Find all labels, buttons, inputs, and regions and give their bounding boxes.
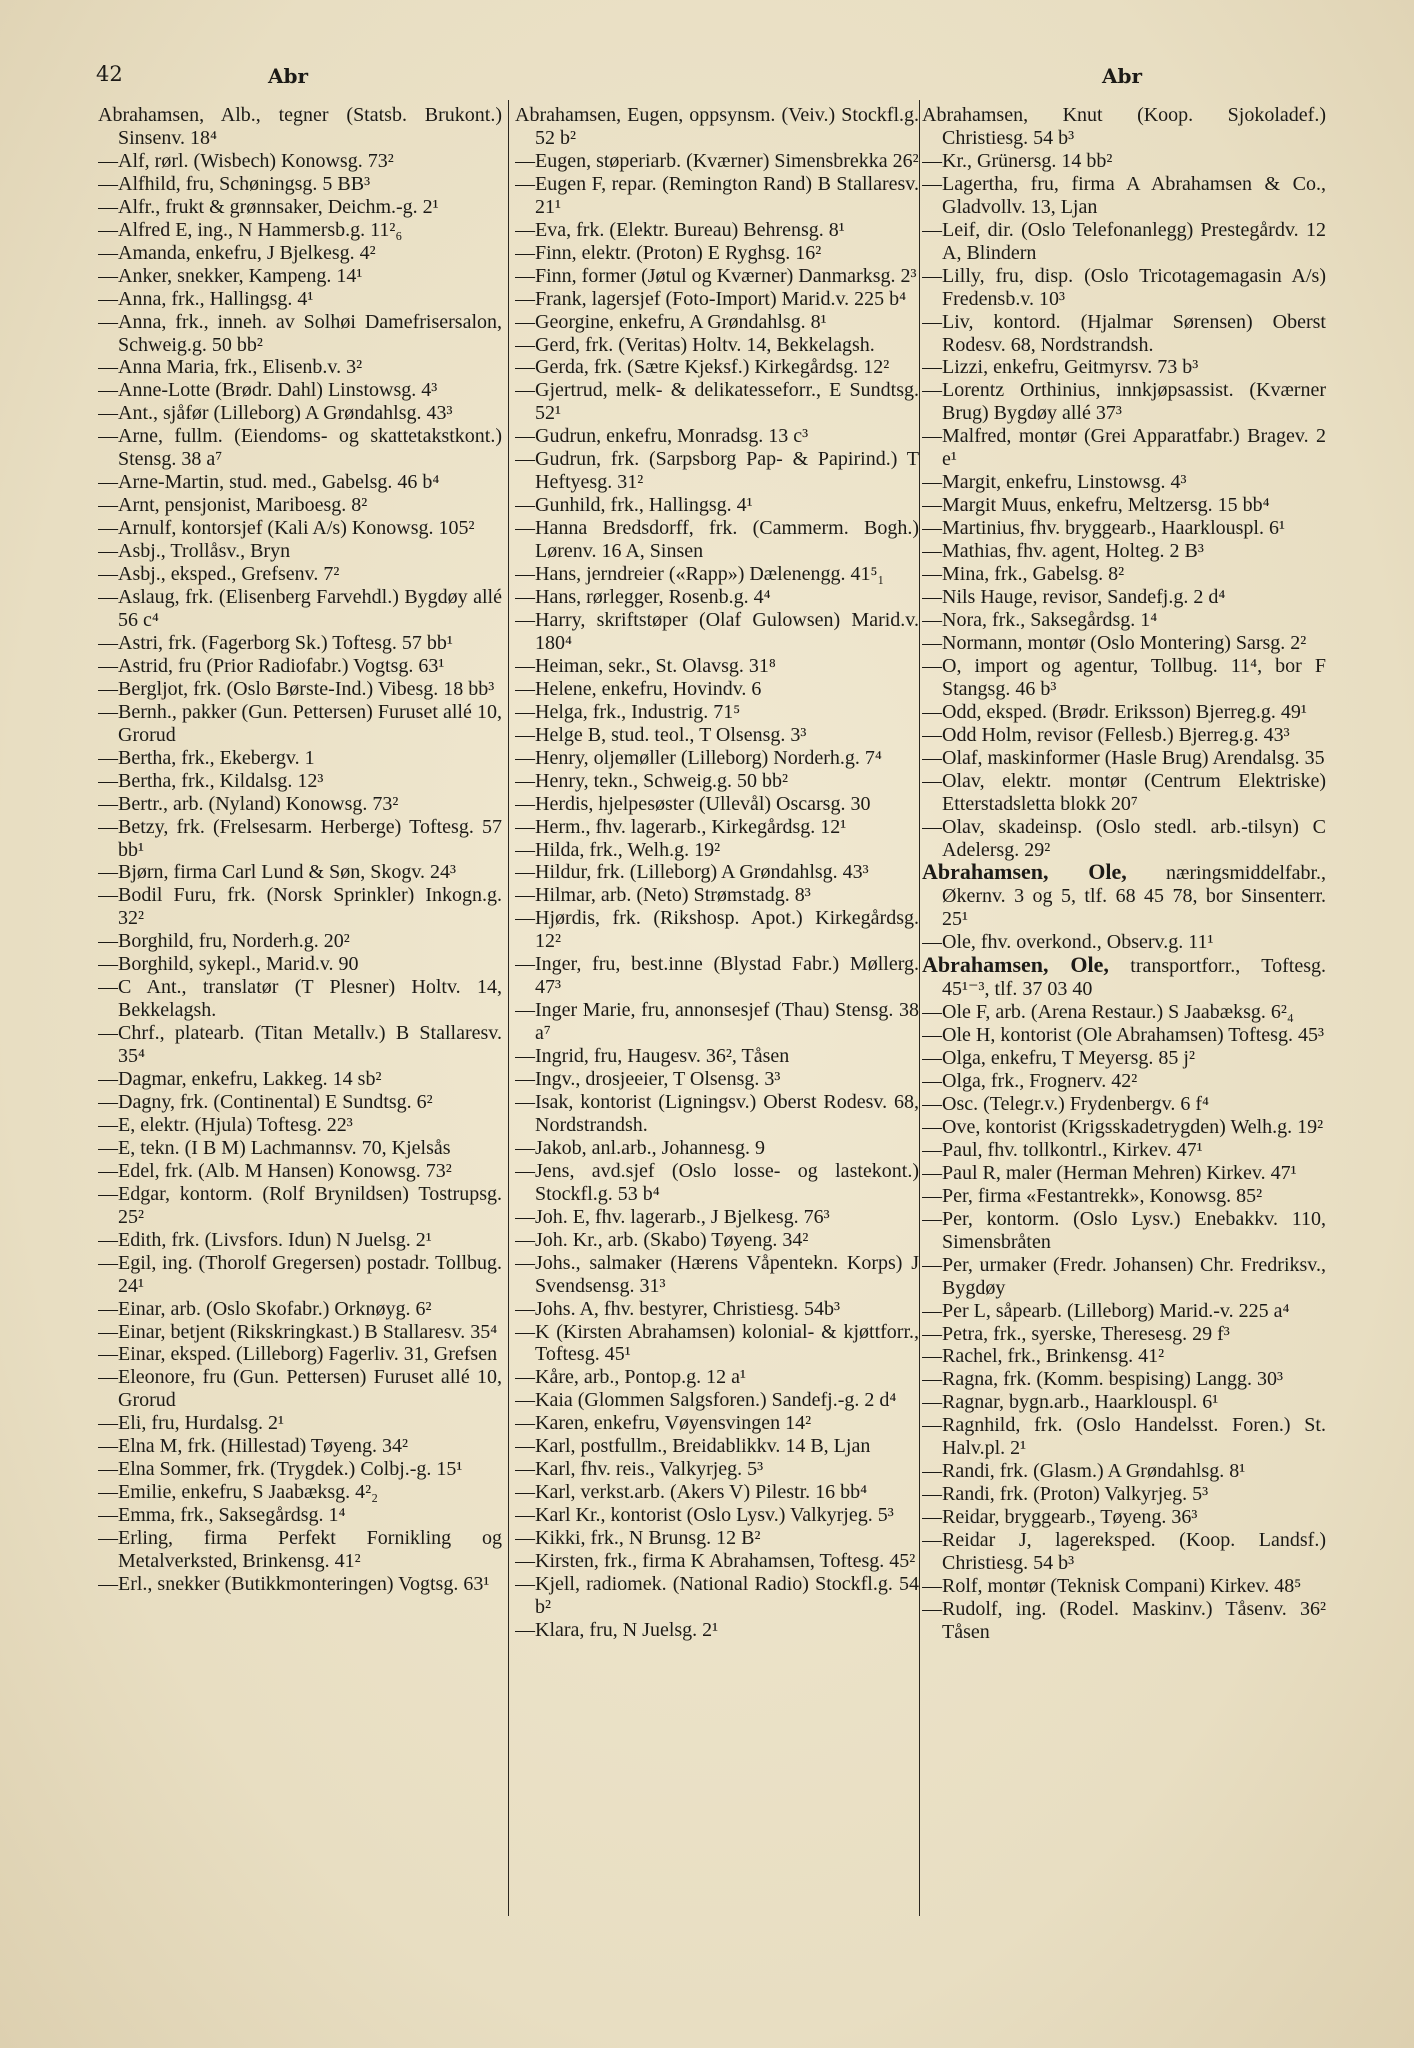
directory-entry: —C Ant., translatør (T Plesner) Holtv. 14, Bekkelagsh.	[98, 976, 502, 1022]
directory-entry: —Georgine, enkefru, A Grøndahlsg. 8¹	[515, 310, 827, 333]
directory-entry: —Herm., fhv. lagerarb., Kirkegårdsg. 12¹	[515, 815, 847, 838]
directory-entry: —Liv, kontord. (Hjalmar Sørensen) Oberst Rodesv. 68, Nordstrandsh.	[922, 310, 1326, 356]
directory-entry: —Gerd, frk. (Veritas) Holtv. 14, Bekkelagsh.	[515, 333, 875, 356]
directory-entry: —Malfred, montør (Grei Apparatfabr.) Bragev. 2 e¹	[922, 425, 1326, 471]
directory-entry: —Olga, frk., Frognerv. 42²	[922, 1070, 1138, 1093]
directory-entry: —Elna Sommer, frk. (Trygdek.) Colbj.-g. 15¹	[98, 1458, 463, 1481]
directory-entry: —Reidar, bryggearb., Tøyeng. 36³	[922, 1506, 1198, 1529]
directory-entry: —Eugen F, repar. (Remington Rand) B Stallaresv. 21¹	[515, 172, 919, 218]
directory-entry: —Kikki, frk., N Brunsg. 12 B²	[515, 1527, 761, 1550]
directory-entry: —Eli, fru, Hurdalsg. 2¹	[98, 1412, 284, 1435]
directory-entry: —Bertha, frk., Kildalsg. 12³	[98, 769, 324, 792]
directory-entry: —Lizzi, enkefru, Geitmyrsv. 73 b³	[922, 356, 1199, 379]
directory-entry: —Bertr., arb. (Nyland) Konowsg. 73²	[98, 792, 399, 815]
directory-entry: —Lagertha, fru, firma A Abrahamsen & Co., Gladvollv. 13, Ljan	[922, 172, 1326, 218]
directory-entry: —Finn, elektr. (Proton) E Ryghsg. 16²	[515, 241, 822, 264]
directory-entry: —Emilie, enkefru, S Jaabæksg. 4²₂	[98, 1481, 379, 1504]
directory-entry: —Rudolf, ing. (Rodel. Maskinv.) Tåsenv. 36² Tåsen	[922, 1597, 1326, 1643]
directory-entry: —Edgar, kontorm. (Rolf Brynildsen) Tostrupsg. 25²	[98, 1182, 502, 1228]
directory-entry: —Odd, eksped. (Brødr. Eriksson) Bjerreg.g. 49¹	[922, 700, 1307, 723]
directory-entry: —Alfred E, ing., N Hammersb.g. 11²₆	[98, 218, 403, 241]
directory-entry: —Anna, frk., Hallingsg. 4¹	[98, 287, 314, 310]
directory-entry: —Eugen, støperiarb. (Kværner) Simensbrekka 26²	[515, 149, 919, 172]
directory-entry: —Einar, betjent (Rikskringkast.) B Stallaresv. 35⁴	[98, 1320, 498, 1343]
header-right: Abr	[1102, 64, 1143, 88]
directory-entry: —Ole F, arb. (Arena Restaur.) S Jaabæksg. 6²₄	[922, 1001, 1294, 1024]
directory-entry: —Dagmar, enkefru, Lakkeg. 14 sb²	[98, 1068, 382, 1091]
entry-bold-name: Abrahamsen, Ole,	[922, 952, 1109, 978]
directory-entry: —Betzy, frk. (Frelsesarm. Herberge) Toftesg. 57 bb¹	[98, 815, 502, 861]
directory-entry: —Hans, jerndreier («Rapp») Dælenengg. 41⁵₁	[515, 563, 885, 586]
directory-entry: —Rachel, frk., Brinkensg. 41²	[922, 1345, 1165, 1368]
directory-entry: —Johs. A, fhv. bestyrer, Christiesg. 54b³	[515, 1297, 840, 1320]
directory-entry: —Karl, verkst.arb. (Akers V) Pilestr. 16 bb⁴	[515, 1481, 868, 1504]
directory-entry: —Gjertrud, melk- & delikatesseforr., E Sundtsg. 52¹	[515, 379, 919, 425]
directory-entry: —Nils Hauge, revisor, Sandefj.g. 2 d⁴	[922, 586, 1226, 609]
directory-entry: —Osc. (Telegr.v.) Frydenbergv. 6 f⁴	[922, 1092, 1209, 1115]
directory-entry: —Olaf, maskinformer (Hasle Brug) Arendalsg. 35	[922, 746, 1325, 769]
directory-entry: —Johs., salmaker (Hærens Våpentekn. Korps) J Svendsensg. 31³	[515, 1251, 919, 1297]
directory-entry: —Martinius, fhv. bryggearb., Haarklouspl. 6¹	[922, 517, 1285, 540]
directory-entry: —Hilda, frk., Welh.g. 19²	[515, 838, 721, 861]
directory-entry: —Paul, fhv. tollkontrl., Kirkev. 47¹	[922, 1138, 1203, 1161]
directory-entry: —Ingv., drosjeeier, T Olsensg. 3³	[515, 1068, 781, 1091]
directory-entry: —Isak, kontorist (Ligningsv.) Oberst Rodesv. 68, Nordstrandsh.	[515, 1090, 919, 1136]
directory-entry: —Ragnar, bygn.arb., Haarklouspl. 6¹	[922, 1391, 1219, 1414]
directory-entry: —Arne, fullm. (Eiendoms- og skattetakstkont.) Stensg. 38 a⁷	[98, 425, 502, 471]
directory-entry: —Olav, elektr. montør (Centrum Elektriske) Etterstadsletta blokk 20⁷	[922, 769, 1326, 815]
directory-entry: —Margit, enkefru, Linstowsg. 4³	[922, 471, 1187, 494]
directory-entry: —Gerda, frk. (Sætre Kjeksf.) Kirkegårdsg. 12²	[515, 356, 890, 379]
directory-entry: —Per, kontorm. (Oslo Lysv.) Enebakkv. 110, Simensbråten	[922, 1207, 1326, 1253]
directory-entry: —Randi, frk. (Glasm.) A Grøndahlsg. 8¹	[922, 1460, 1246, 1483]
directory-entry: —Chrf., platearb. (Titan Metallv.) B Stallaresv. 35⁴	[98, 1022, 502, 1068]
directory-entry: —Ragnhild, frk. (Oslo Handelsst. Foren.) St. Halv.pl. 2¹	[922, 1414, 1326, 1460]
directory-entry: —Karen, enkefru, Vøyensvingen 14²	[515, 1412, 812, 1435]
directory-entry: —Per, firma «Festantrekk», Konowsg. 85²	[922, 1184, 1263, 1207]
directory-entry: —Dagny, frk. (Continental) E Sundtsg. 6²	[98, 1090, 433, 1113]
directory-entry: —Einar, arb. (Oslo Skofabr.) Orknøyg. 6²	[98, 1297, 432, 1320]
directory-entry: —Normann, montør (Oslo Montering) Sarsg. 2²	[922, 631, 1307, 654]
directory-entry: —Ant., sjåfør (Lilleborg) A Grøndahlsg. 43³	[98, 402, 453, 425]
directory-entry: —Bertha, frk., Ekebergv. 1	[98, 746, 315, 769]
directory-entry: —Helge B, stud. teol., T Olsensg. 3³	[515, 723, 807, 746]
directory-entry: —Odd Holm, revisor (Fellesb.) Bjerreg.g. 43³	[922, 723, 1290, 746]
directory-entry: —Margit Muus, enkefru, Meltzersg. 15 bb⁴	[922, 494, 1270, 517]
directory-entry: —Heiman, sekr., St. Olavsg. 31⁸	[515, 654, 776, 677]
directory-entry: —Bjørn, firma Carl Lund & Søn, Skogv. 24³	[98, 861, 457, 884]
directory-entry: —Finn, former (Jøtul og Kværner) Danmarksg. 2³	[515, 264, 917, 287]
column-2	[515, 104, 919, 2014]
directory-entry: —Ragna, frk. (Komm. bespising) Langg. 30³	[922, 1368, 1283, 1391]
directory-entry: Abrahamsen, Knut (Koop. Sjokoladef.) Christiesg. 54 b³	[922, 104, 1326, 149]
directory-entry: —Erl., snekker (Butikkmonteringen) Vogtsg. 63¹	[98, 1573, 490, 1595]
directory-entry: —Frank, lagersjef (Foto-Import) Marid.v. 225 b⁴	[515, 287, 907, 310]
directory-entry: —Kirsten, frk., firma K Abrahamsen, Toftesg. 45²	[515, 1550, 916, 1573]
directory-entry: —Erling, firma Perfekt Fornikling og Metalverksted, Brinkensg. 41²	[98, 1527, 502, 1573]
directory-entry: —Emma, frk., Saksegårdsg. 1⁴	[98, 1504, 346, 1527]
directory-entry: —Anna Maria, frk., Elisenb.v. 3²	[98, 356, 363, 379]
page-number: 42	[96, 62, 123, 86]
directory-entry: —Olav, skadeinsp. (Oslo stedl. arb.-tilsyn) C Adelersg. 29²	[922, 815, 1326, 861]
directory-entry: —Eleonore, fru (Gun. Pettersen) Furuset allé 10, Grorud	[98, 1366, 502, 1412]
directory-entry: —Bergljot, frk. (Oslo Børste-Ind.) Vibesg. 18 bb³	[98, 677, 495, 700]
directory-entry: —Ole, fhv. overkond., Observ.g. 11¹	[922, 931, 1214, 954]
directory-entry: —Klara, fru, N Juelsg. 2¹	[515, 1618, 719, 1641]
directory-entry: —Gudrun, frk. (Sarpsborg Pap- & Papirind.) T Heftyesg. 31²	[515, 448, 919, 494]
directory-entry: —Herdis, hjelpesøster (Ullevål) Oscarsg. 30	[515, 792, 871, 815]
directory-columns	[98, 104, 1326, 2014]
directory-entry: Abrahamsen, Ole, transportforr., Toftesg. 45¹⁻³, tlf. 37 03 40	[922, 952, 1326, 1001]
directory-entry: —Kjell, radiomek. (National Radio) Stockfl.g. 54 b²	[515, 1573, 919, 1618]
directory-entry: —Eva, frk. (Elektr. Bureau) Behrensg. 8¹	[515, 218, 845, 241]
directory-entry: —O, import og agentur, Tollbug. 11⁴, bor F Stangsg. 46 b³	[922, 654, 1326, 700]
directory-entry: Abrahamsen, Ole, næringsmiddelfabr., Økernv. 3 og 5, tlf. 68 45 78, bor Sinsenterr. 25¹	[922, 859, 1326, 931]
directory-entry: —Joh. Kr., arb. (Skabo) Tøyeng. 34²	[515, 1228, 809, 1251]
directory-entry: —Hjørdis, frk. (Rikshosp. Apot.) Kirkegårdsg. 12²	[515, 907, 919, 953]
directory-entry: —Astri, frk. (Fagerborg Sk.) Toftesg. 57 bb¹	[98, 631, 453, 654]
directory-entry: —Helene, enkefru, Hovindv. 6	[515, 677, 762, 700]
directory-entry: —Astrid, fru (Prior Radiofabr.) Vogtsg. 63¹	[98, 654, 445, 677]
directory-entry: —Anna, frk., inneh. av Solhøi Damefrisersalon, Schweig.g. 50 bb²	[98, 310, 502, 356]
header-left: Abr	[268, 64, 309, 88]
directory-entry: —Edel, frk. (Alb. M Hansen) Konowsg. 73²	[98, 1159, 452, 1182]
directory-entry: —Lorentz Orthinius, innkjøpsassist. (Kværner Brug) Bygdøy allé 37³	[922, 379, 1326, 425]
directory-entry: —Hildur, frk. (Lilleborg) A Grøndahlsg. 43³	[515, 861, 869, 884]
directory-entry: —Einar, eksped. (Lilleborg) Fagerliv. 31, Grefsen	[98, 1343, 498, 1366]
directory-entry: —Gunhild, frk., Hallingsg. 4¹	[515, 494, 753, 517]
directory-entry: —Olga, enkefru, T Meyersg. 85 j²	[922, 1047, 1195, 1070]
directory-entry: —Asbj., eksped., Grefsenv. 7²	[98, 563, 340, 586]
directory-entry: —Alfr., frukt & grønnsaker, Deichm.-g. 2¹	[98, 195, 439, 218]
directory-entry: —Karl, fhv. reis., Valkyrjeg. 5³	[515, 1458, 764, 1481]
directory-entry: —E, elektr. (Hjula) Toftesg. 22³	[98, 1113, 353, 1136]
directory-entry: —Reidar J, lagereksped. (Koop. Landsf.) Christiesg. 54 b³	[922, 1529, 1326, 1575]
directory-entry: —Edith, frk. (Livsfors. Idun) N Juelsg. 2¹	[98, 1228, 432, 1251]
directory-entry: —Asbj., Trollåsv., Bryn	[98, 540, 291, 563]
directory-entry: —Egil, ing. (Thorolf Gregersen) postadr. Tollbug. 24¹	[98, 1251, 502, 1297]
directory-entry: —Per, urmaker (Fredr. Johansen) Chr. Fredriksv., Bygdøy	[922, 1253, 1326, 1299]
directory-entry: —Aslaug, frk. (Elisenberg Farvehdl.) Bygdøy allé 56 c⁴	[98, 586, 502, 631]
entry-bold-name: Abrahamsen, Ole,	[922, 859, 1127, 885]
directory-entry: —K (Kirsten Abrahamsen) kolonial- & kjøttforr., Toftesg. 45¹	[515, 1320, 919, 1366]
directory-entry: Abrahamsen, Alb., tegner (Statsb. Brukont.) Sinsenv. 18⁴	[98, 104, 502, 149]
directory-entry: —Karl, postfullm., Breidablikkv. 14 B, Ljan	[515, 1435, 871, 1458]
directory-entry: —Paul R, maler (Herman Mehren) Kirkev. 47¹	[922, 1161, 1297, 1184]
directory-entry: —Henry, tekn., Schweig.g. 50 bb²	[515, 769, 788, 792]
directory-entry: Abrahamsen, Eugen, oppsynsm. (Veiv.) Stockfl.g. 52 b²	[515, 104, 919, 149]
directory-entry: —Kåre, arb., Pontop.g. 12 a¹	[515, 1366, 746, 1389]
directory-entry: —Hanna Bredsdorff, frk. (Cammerm. Bogh.) Lørenv. 16 A, Sinsen	[515, 517, 919, 563]
directory-entry: —Karl Kr., kontorist (Oslo Lysv.) Valkyrjeg. 5³	[515, 1504, 894, 1527]
directory-entry: —Jens, avd.sjef (Oslo losse- og lastekont.) Stockfl.g. 53 b⁴	[515, 1159, 919, 1205]
directory-entry: —Mathias, fhv. agent, Holteg. 2 B³	[922, 540, 1204, 563]
directory-entry: —Mina, frk., Gabelsg. 8²	[922, 563, 1125, 586]
directory-entry: —Arne-Martin, stud. med., Gabelsg. 46 b⁴	[98, 471, 440, 494]
directory-entry: —Rolf, montør (Teknisk Compani) Kirkev. 48⁵	[922, 1575, 1302, 1597]
directory-entry: —Petra, frk., syerske, Theresesg. 29 f³	[922, 1322, 1230, 1345]
directory-entry: —Lilly, fru, disp. (Oslo Tricotagemagasin A/s) Fredensb.v. 10³	[922, 264, 1326, 310]
directory-entry: —Joh. E, fhv. lagerarb., J Bjelkesg. 76³	[515, 1205, 830, 1228]
directory-entry: —Amanda, enkefru, J Bjelkesg. 4²	[98, 241, 376, 264]
directory-entry: —Jakob, anl.arb., Johannesg. 9	[515, 1136, 765, 1159]
directory-entry: —Borghild, fru, Norderh.g. 20²	[98, 930, 350, 953]
directory-entry: —Anne-Lotte (Brødr. Dahl) Linstowsg. 4³	[98, 379, 438, 402]
directory-entry: —Inger Marie, fru, annonsesjef (Thau) Stensg. 38 a⁷	[515, 999, 919, 1045]
column-3	[922, 104, 1326, 2014]
directory-entry: —Per L, såpearb. (Lilleborg) Marid.-v. 225 a⁴	[922, 1299, 1290, 1322]
directory-entry: —Helga, frk., Industrig. 71⁵	[515, 700, 741, 723]
directory-entry: —E, tekn. (I B M) Lachmannsv. 70, Kjelsås	[98, 1136, 451, 1159]
directory-entry: —Randi, frk. (Proton) Valkyrjeg. 5³	[922, 1483, 1209, 1506]
directory-entry: —Kr., Grünersg. 14 bb²	[922, 149, 1113, 172]
directory-entry: —Ingrid, fru, Haugesv. 36², Tåsen	[515, 1045, 790, 1068]
directory-entry: —Hans, rørlegger, Rosenb.g. 4⁴	[515, 586, 771, 609]
directory-entry: —Ove, kontorist (Krigsskadetrygden) Welh.g. 19²	[922, 1115, 1324, 1138]
directory-entry: —Gudrun, enkefru, Monradsg. 13 c³	[515, 425, 809, 448]
column-1	[98, 104, 502, 2014]
directory-entry: —Hilmar, arb. (Neto) Strømstadg. 8³	[515, 884, 811, 907]
directory-entry: —Borghild, sykepl., Marid.v. 90	[98, 953, 359, 976]
directory-entry: —Leif, dir. (Oslo Telefonanlegg) Prestegårdv. 12 A, Blindern	[922, 218, 1326, 264]
directory-entry: —Bernh., pakker (Gun. Pettersen) Furuset allé 10, Grorud	[98, 700, 502, 746]
directory-entry: —Alfhild, fru, Schøningsg. 5 BB³	[98, 172, 371, 195]
directory-entry: —Kaia (Glommen Salgsforen.) Sandefj.-g. 2 d⁴	[515, 1389, 897, 1412]
directory-entry: —Arnt, pensjonist, Mariboesg. 8²	[98, 494, 368, 517]
directory-entry: —Arnulf, kontorsjef (Kali A/s) Konowsg. 105²	[98, 517, 475, 540]
directory-entry: —Inger, fru, best.inne (Blystad Fabr.) Møllerg. 47³	[515, 953, 919, 999]
directory-entry: —Anker, snekker, Kampeng. 14¹	[98, 264, 363, 287]
directory-entry: —Harry, skriftstøper (Olaf Gulowsen) Marid.v. 180⁴	[515, 608, 919, 654]
directory-entry: —Henry, oljemøller (Lilleborg) Norderh.g. 7⁴	[515, 746, 882, 769]
directory-entry: —Elna M, frk. (Hillestad) Tøyeng. 34²	[98, 1435, 409, 1458]
directory-entry: —Ole H, kontorist (Ole Abrahamsen) Toftesg. 45³	[922, 1024, 1324, 1047]
directory-entry: —Bodil Furu, frk. (Norsk Sprinkler) Inkogn.g. 32²	[98, 884, 502, 930]
directory-entry: —Nora, frk., Saksegårdsg. 1⁴	[922, 608, 1158, 631]
directory-entry: —Alf, rørl. (Wisbech) Konowsg. 73²	[98, 149, 394, 172]
